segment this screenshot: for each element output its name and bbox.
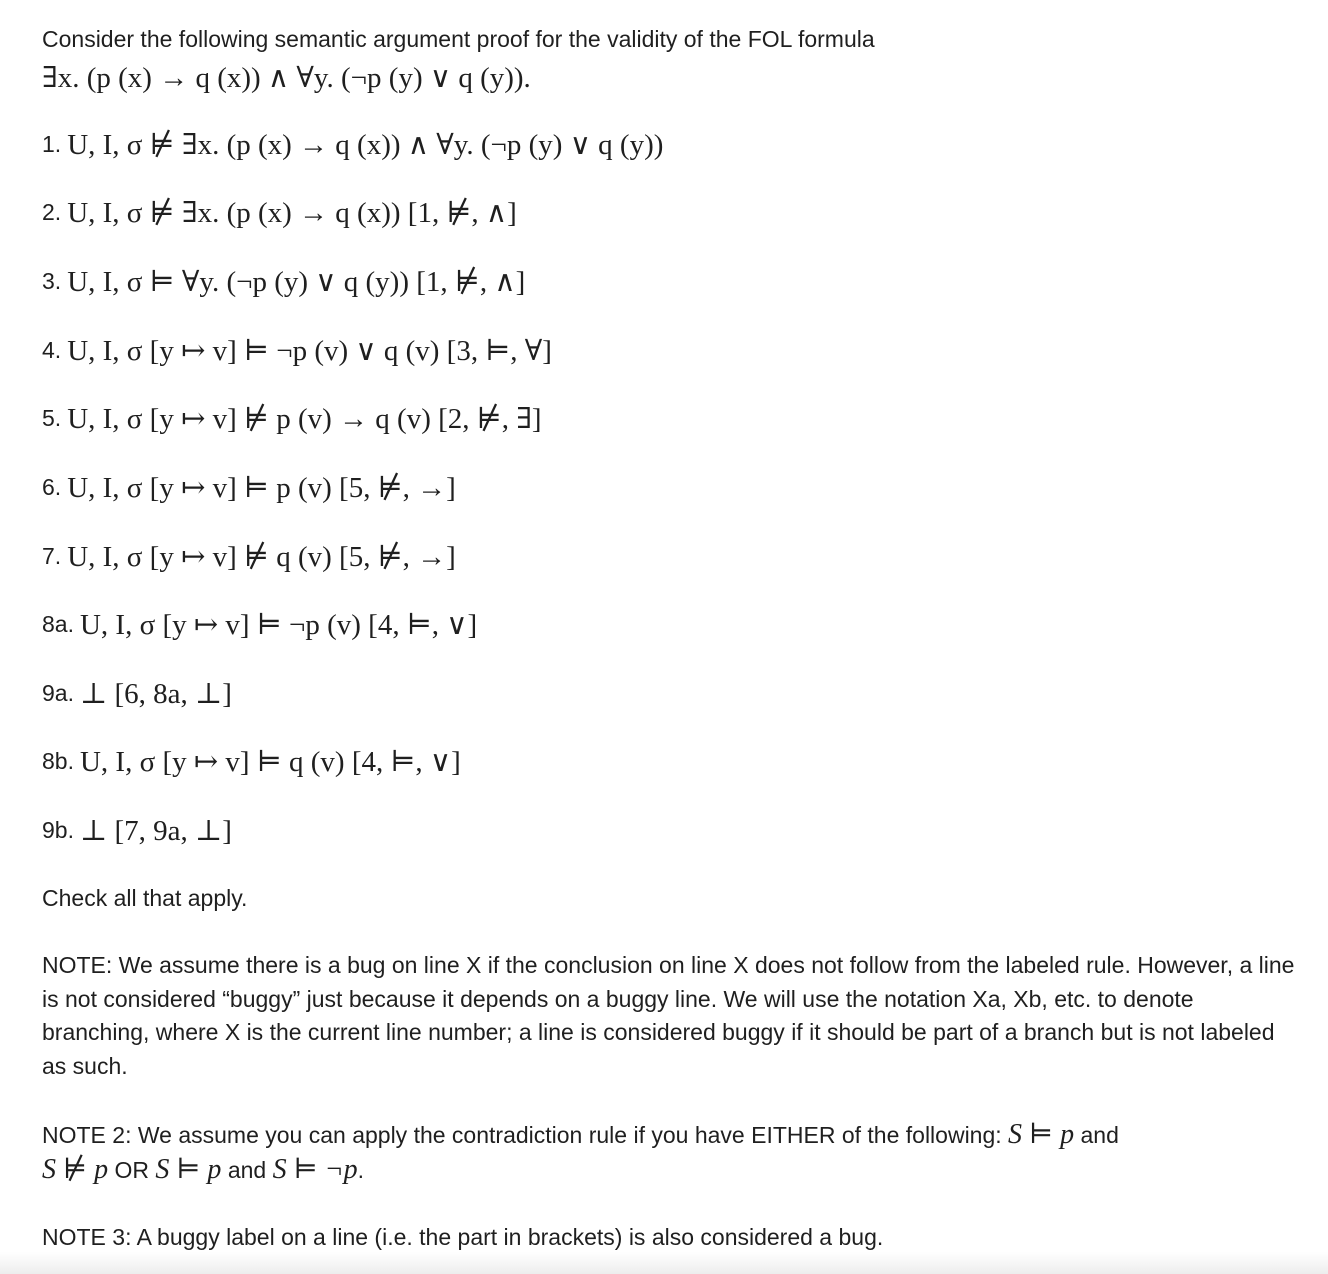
bottom-shadow [0,1252,1328,1274]
proof-step-7 [42,536,456,576]
proof-step-1 [42,124,663,164]
step-expression: U, I, σ [y ↦ v] ⊨ ¬p (v) [4, ⊨, ∨] [79,608,478,641]
step-expression: U, I, σ [y ↦ v] ⊨ p (v) [5, ⊭, →] [67,471,456,504]
step-number: 9a. [42,679,74,706]
step-number: 6. [42,473,62,500]
step-number: 7. [42,542,62,569]
proof-step-2 [42,192,517,232]
step-number: 8a. [42,610,74,637]
note-2-math-2: S ⊭ p [42,1153,109,1185]
step-expression: ⊥ [6, 8a, ⊥] [79,677,232,710]
step-number: 9b. [42,816,74,843]
note-2 [42,1118,1304,1187]
step-expression: U, I, σ ⊭ ∃x. (p (x) → q (x)) ∧ ∀y. (¬p (y) ∨ q (y)) [67,128,664,161]
note-2-math-1: S ⊨ p [1008,1119,1075,1150]
proof-step-9b [42,810,232,850]
proof-step-6 [42,467,456,507]
step-expression: U, I, σ [y ↦ v] ⊨ q (v) [4, ⊨, ∨] [79,745,461,778]
proof-step-4 [42,330,552,370]
step-expression: U, I, σ [y ↦ v] ⊭ p (v) → q (v) [2, ⊭, ∃] [67,402,542,435]
step-number: 5. [42,404,62,431]
intro-text: Consider the following semantic argument proof for the validity of the FOL formula [42,26,875,52]
note-1: NOTE: We assume there is a bug on line X if the conclusion on line X does not follow from the labeled rule. However, a line is not considered “buggy” just because it depends on a buggy line. We will use the notation Xa, Xb, etc. to denote branching, where X is the current line number; a line is considered buggy if it should be part of a branch but is not labeled as such. [42,952,1295,1079]
step-expression: U, I, σ ⊨ ∀y. (¬p (y) ∨ q (y)) [1, ⊭, ∧] [67,265,526,298]
proof-step-8b [42,741,461,781]
note-2-and-2: and [221,1156,273,1183]
step-expression: ⊥ [7, 9a, ⊥] [79,814,232,847]
note-2-math-3: S ⊨ p [155,1153,222,1185]
intro-formula: ∃x. (p (x) → q (x)) ∧ ∀y. (¬p (y) ∨ q (y)). [42,62,531,94]
step-expression: U, I, σ [y ↦ v] ⊭ q (v) [5, ⊭, →] [67,540,456,573]
step-number: 4. [42,336,62,363]
note-2-or: OR [108,1156,156,1183]
proof-step-9a [42,673,232,713]
proof-step-3 [42,261,525,301]
proof-step-5 [42,398,542,438]
note-3: NOTE 3: A buggy label on a line (i.e. the part in brackets) is also considered a bug. [42,1224,884,1250]
step-expression: U, I, σ [y ↦ v] ⊨ ¬p (v) ∨ q (v) [3, ⊨, ∀] [67,334,552,367]
step-number: 8b. [42,747,74,774]
note-2-prefix: NOTE 2: We assume you can apply the contradiction rule if you have EITHER of the following: [42,1122,1009,1148]
step-number: 1. [42,130,62,157]
step-number: 3. [42,267,62,294]
check-all-instruction: Check all that apply. [42,885,248,911]
note-2-math-4: S ⊨ ¬p [272,1153,358,1185]
note-2-and-1: and [1074,1122,1119,1148]
step-number: 2. [42,198,62,225]
note-2-end: . [357,1156,364,1183]
proof-step-8a [42,604,477,644]
step-expression: U, I, σ ⊭ ∃x. (p (x) → q (x)) [1, ⊭, ∧] [67,196,517,229]
